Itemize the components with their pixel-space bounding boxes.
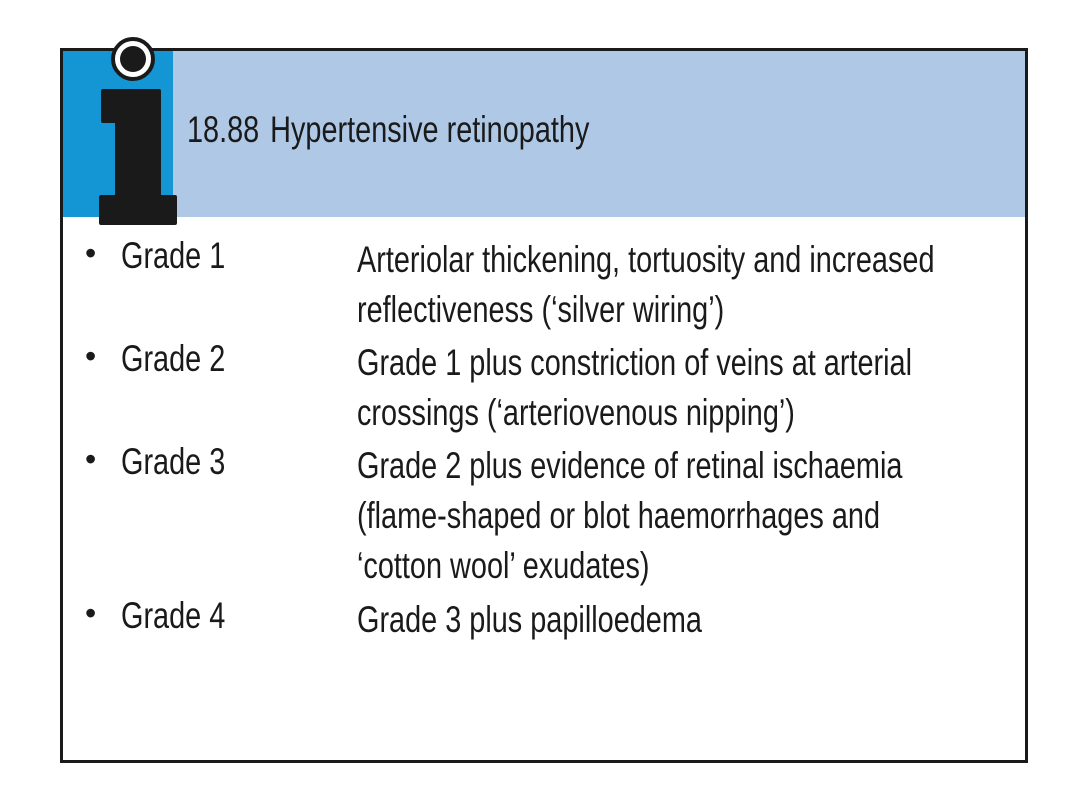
grade-label: Grade 1: [121, 235, 226, 276]
bullet: •: [85, 235, 97, 271]
description-line: (flame-shaped or blot haemorrhages and: [357, 495, 880, 536]
info-box-header: [63, 51, 1025, 217]
description-line: ‘cotton wool’ exudates): [357, 545, 650, 586]
grade-label: Grade 3: [121, 441, 226, 482]
grade-description: [357, 595, 981, 645]
bullet: •: [85, 338, 97, 374]
description-line: Grade 1 plus constriction of veins at arterial: [357, 342, 913, 383]
info-box: [60, 48, 1028, 763]
description-line: crossings (‘arteriovenous nipping’): [357, 392, 795, 433]
description-line: Grade 3 plus papilloedema: [357, 599, 702, 640]
grade-description: [357, 338, 981, 438]
grade-description: [357, 235, 981, 335]
grade-label: Grade 2: [121, 338, 226, 379]
grade-label: Grade 4: [121, 595, 226, 636]
description-line: Grade 2 plus evidence of retinal ischaemia: [357, 445, 903, 486]
information-i-icon: [63, 29, 173, 219]
icon-block: [63, 51, 173, 217]
bullet: •: [85, 441, 97, 477]
grade-description: [357, 441, 981, 591]
box-title: [187, 109, 589, 151]
box-title-text: Hypertensive retinopathy: [270, 109, 590, 150]
description-line: Arteriolar thickening, tortuosity and increased: [357, 239, 935, 280]
box-number: 18.88: [187, 109, 260, 150]
bullet: •: [85, 595, 97, 631]
description-line: reflectiveness (‘silver wiring’): [357, 289, 725, 330]
